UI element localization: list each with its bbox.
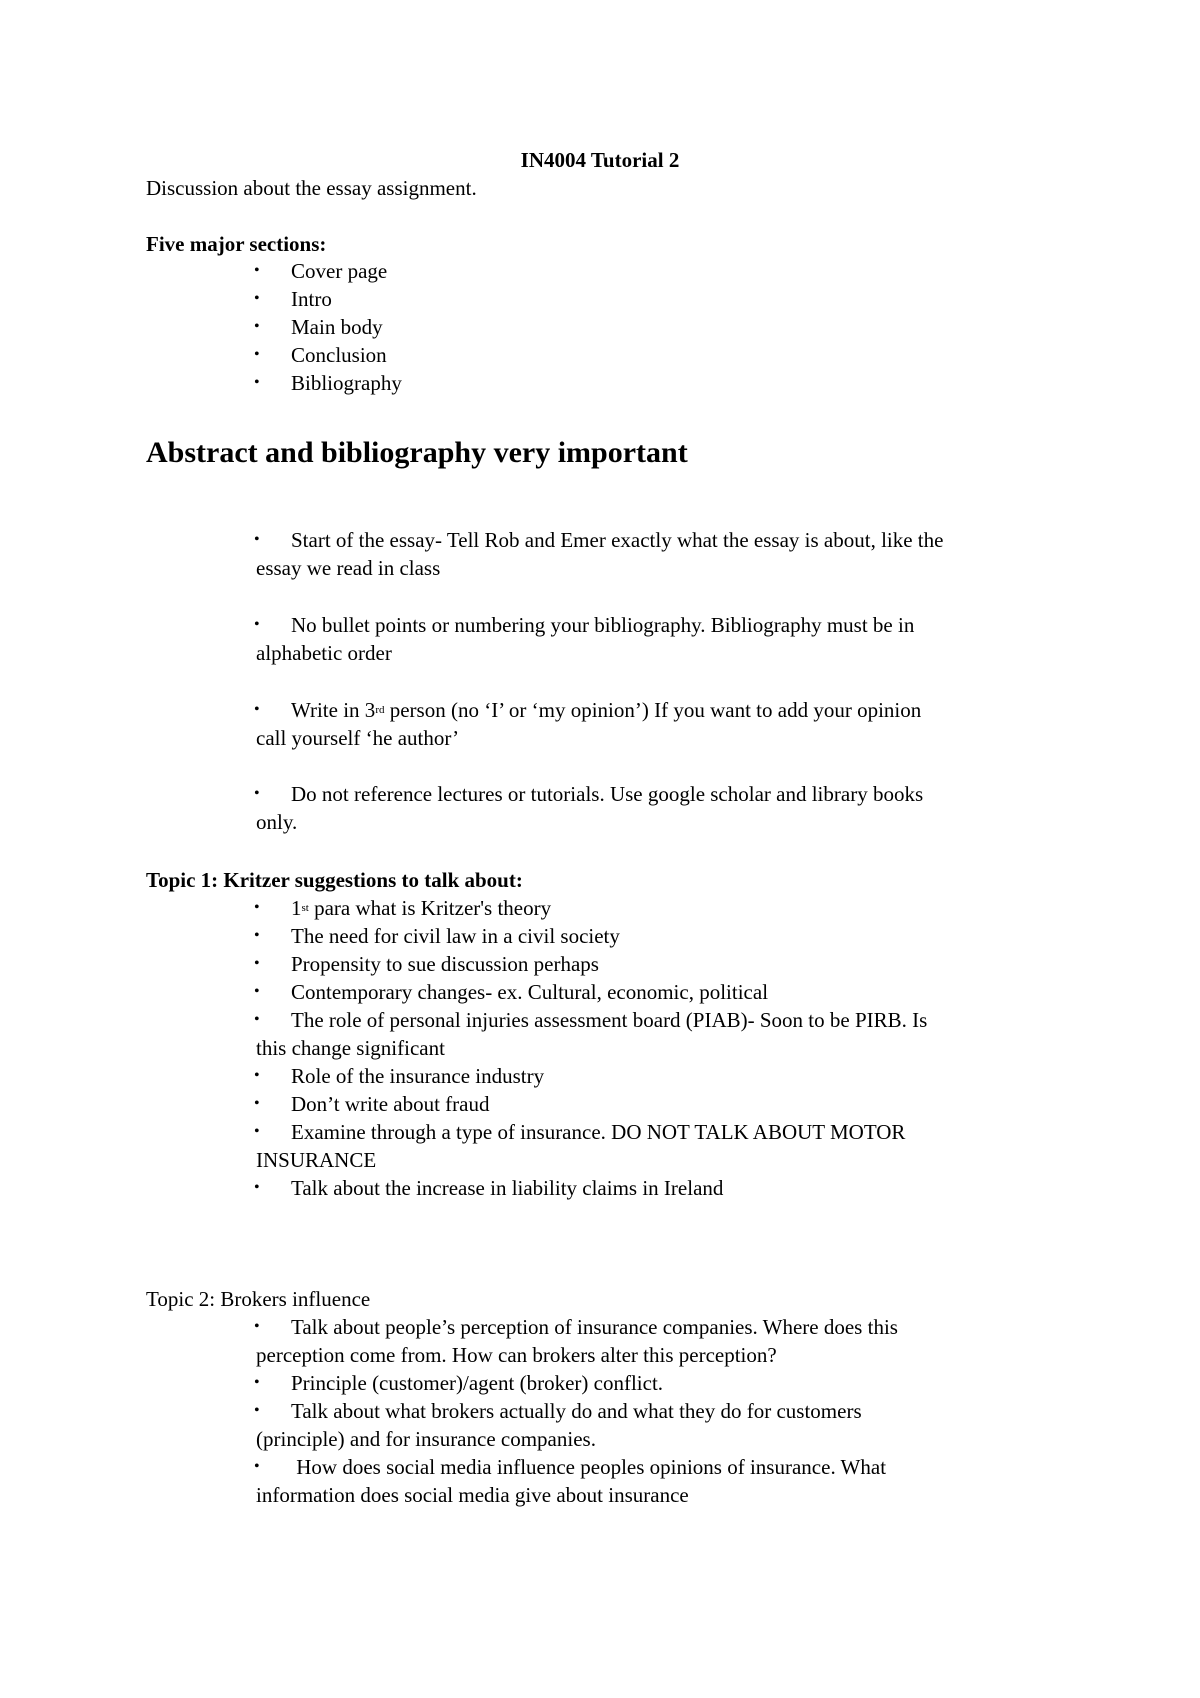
bullet-icon: • <box>254 701 260 718</box>
list-item-continuation: essay we read in class <box>256 556 441 580</box>
bullet-icon: • <box>254 531 260 548</box>
list-item-text: Propensity to sue discussion perhaps <box>291 952 599 976</box>
text-segment: Write in 3 <box>291 698 376 722</box>
bullet-icon: • <box>254 616 260 633</box>
list-item-continuation: (principle) and for insurance companies. <box>256 1427 596 1451</box>
bullet-icon: • <box>254 1095 260 1112</box>
text-segment: 1 <box>291 896 302 920</box>
topic1-heading: Topic 1: Kritzer suggestions to talk about: <box>146 868 523 892</box>
list-item-text: Talk about people’s perception of insurance companies. Where does this <box>291 1315 898 1339</box>
list-item-text: Don’t write about fraud <box>291 1092 490 1116</box>
intro-text: Discussion about the essay assignment. <box>146 176 477 200</box>
topic2-heading: Topic 2: Brokers influence <box>146 1287 371 1311</box>
list-item-text: The need for civil law in a civil society <box>291 924 620 948</box>
bullet-icon: • <box>254 927 260 944</box>
list-item-text: No bullet points or numbering your bibliography. Bibliography must be in <box>291 613 915 637</box>
list-item-continuation: call yourself ‘he author’ <box>256 726 460 750</box>
bullet-icon: • <box>254 318 260 335</box>
list-item-text <box>291 894 551 922</box>
list-item-text: The role of personal injuries assessment board (PIAB)- Soon to be PIRB. Is <box>291 1008 928 1032</box>
list-item-text: Intro <box>291 287 332 311</box>
bullet-icon: • <box>254 785 260 802</box>
list-item-text: Start of the essay- Tell Rob and Emer exactly what the essay is about, like the <box>291 528 944 552</box>
sections-heading: Five major sections: <box>146 232 327 256</box>
list-item-text: Main body <box>291 315 383 339</box>
list-item-text: Cover page <box>291 259 388 283</box>
bullet-icon: • <box>254 1458 260 1475</box>
bullet-icon: • <box>254 1067 260 1084</box>
list-item-continuation: information does social media give about insurance <box>256 1483 689 1507</box>
important-heading: Abstract and bibliography very important <box>146 436 688 469</box>
bullet-icon: • <box>254 955 260 972</box>
list-item-text: Principle (customer)/agent (broker) conflict. <box>291 1371 664 1395</box>
list-item-text: Contemporary changes- ex. Cultural, economic, political <box>291 980 769 1004</box>
list-item-text: Talk about what brokers actually do and what they do for customers <box>291 1399 862 1423</box>
bullet-icon: • <box>254 1318 260 1335</box>
list-item-text: Bibliography <box>291 371 402 395</box>
bullet-icon: • <box>254 983 260 1000</box>
list-item-text: How does social media influence peoples opinions of insurance. What <box>291 1455 887 1479</box>
bullet-icon: • <box>254 262 260 279</box>
list-item-continuation: INSURANCE <box>256 1148 377 1172</box>
superscript: rd <box>375 704 385 716</box>
bullet-icon: • <box>254 1374 260 1391</box>
bullet-icon: • <box>254 1011 260 1028</box>
bullet-icon: • <box>254 1402 260 1419</box>
bullet-icon: • <box>254 1179 260 1196</box>
list-item-continuation: only. <box>256 810 298 834</box>
list-item-text: Do not reference lectures or tutorials. Use google scholar and library books <box>291 782 924 806</box>
bullet-icon: • <box>254 290 260 307</box>
text-segment: para what is Kritzer's theory <box>308 896 552 920</box>
superscript: st <box>301 902 309 914</box>
list-item-continuation: perception come from. How can brokers alter this perception? <box>256 1343 777 1367</box>
list-item-text: Role of the insurance industry <box>291 1064 545 1088</box>
list-item-text <box>291 696 921 724</box>
text-segment: person (no ‘I’ or ‘my opinion’) If you want to add your opinion <box>384 698 922 722</box>
list-item-continuation: alphabetic order <box>256 641 392 665</box>
page-title: IN4004 Tutorial 2 <box>520 148 680 172</box>
list-item-text: Examine through a type of insurance. DO NOT TALK ABOUT MOTOR <box>291 1120 906 1144</box>
list-item-continuation: this change significant <box>256 1036 445 1060</box>
bullet-icon: • <box>254 346 260 363</box>
list-item-text: Conclusion <box>291 343 387 367</box>
list-item-text: Talk about the increase in liability claims in Ireland <box>291 1176 724 1200</box>
bullet-icon: • <box>254 899 260 916</box>
bullet-icon: • <box>254 374 260 391</box>
bullet-icon: • <box>254 1123 260 1140</box>
